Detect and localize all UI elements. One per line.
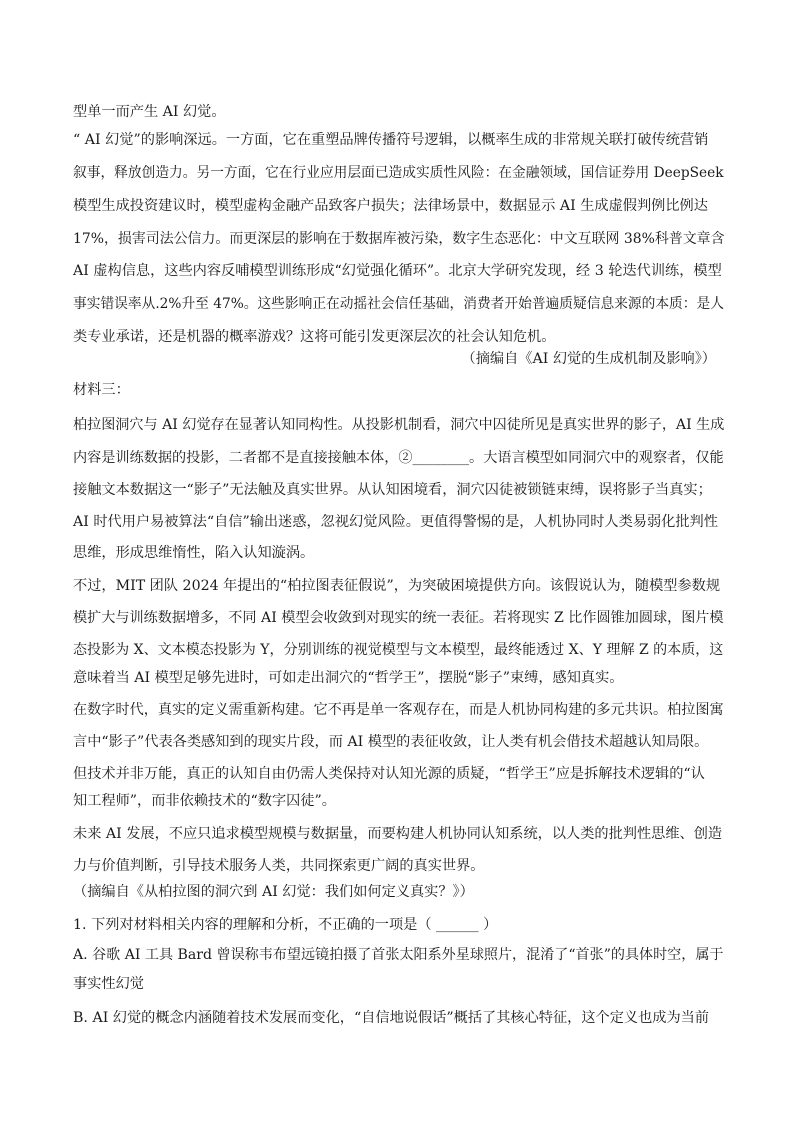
text-line: 不过，MIT 团队 2024 年提出的“柏拉图表征假说”，为突破困境提供方向。该假说认为，随模型参数规 <box>73 578 721 594</box>
text-line: 柏拉图洞穴与 AI 幻觉存在显著认知同构性。从投影机制看，洞穴中囚徒所见是真实世界的影子，AI 生成 <box>73 417 725 433</box>
text-line: 类专业承诺，还是机器的概率游戏？这将可能引发更深层次的社会认知危机。 <box>73 329 556 345</box>
text-line: 但技术并非万能，真正的认知自由仍需人类保持对认知光源的质疑，“哲学王”应是拆解技术逻辑的“认 <box>73 766 705 782</box>
text-line: 未来 AI 发展，不应只追求模型规模与数据量，而要构建人机协同认知系统，以人类的批判性思维、创造 <box>73 826 723 842</box>
text-line: 意味着当 AI 模型足够先进时，可如走出洞穴的“哲学王”，摆脱“影子”束缚，感知真实。 <box>73 670 624 686</box>
text-line: AI 虚构信息，这些内容反哺模型训练形成“幻觉强化循环”。北京大学研究发现，经 3 轮迭代训练，模型 <box>73 263 722 279</box>
source-citation: （摘编自《AI 幻觉的生成机制及影响》） <box>461 351 716 367</box>
source-citation: （摘编自《从柏拉图的洞穴到 AI 幻觉：我们如何定义真实？》） <box>73 884 474 900</box>
text-line: 言中“影子”代表各类感知到的现实片段，而 AI 模型的表征收敛，让人类有机会借技术超越认知局限。 <box>73 734 709 750</box>
text-line: 态投影为 X、文本模态投影为 Y，分别训练的视觉模型与文本模型，最终能透过 X、Y 理解 Z 的本质，这 <box>73 642 724 658</box>
text-line: 力与价值判断，引导技术服务人类，共同探索更广阔的真实世界。 <box>73 858 485 874</box>
text-line: 在数字时代，真实的定义需重新构建。它不再是单一客观存在，而是人机协同构建的多元共识。柏拉图寓 <box>73 702 724 718</box>
text-line: 内容是训练数据的投影，二者都不是直接接触本体，②________。大语言模型如同洞穴中的观察者，仅能 <box>73 450 724 466</box>
option-b: B. AI 幻觉的概念内涵随着技术发展而变化，“自信地说假话”概括了其核心特征，这个定义也成为当前 <box>73 1010 710 1026</box>
option-a-continued: 事实性幻觉 <box>73 976 144 992</box>
text-line: “ AI 幻觉”的影响深远。一方面，它在重塑品牌传播符号逻辑，以概率生成的非常规关联打破传统营销 <box>73 132 709 148</box>
text-line: 接触文本数据这一“影子”无法触及真实世界。从认知困境看，洞穴囚徒被锁链束缚，误将影子当真实； <box>73 482 712 498</box>
text-line: 知工程师”，而非依赖技术的“数字囚徒”。 <box>73 793 336 809</box>
text-line: 模型生成投资建议时，模型虚构金融产品致客户损失；法律场景中，数据显示 AI 生成虚假判例比例达 <box>73 198 708 214</box>
text-line: 思维，形成思维惰性，陷入认知漩涡。 <box>73 545 315 561</box>
section-heading: 材料三： <box>73 382 130 398</box>
option-a: A. 谷歌 AI 工具 Bard 曾误称韦布望远镜拍摄了首张太阳系外星球照片，混淆了“首张”的具体时空，属于 <box>73 947 724 963</box>
text-line: 事实错误率从.2%升至 47%。这些影响正在动摇社会信任基础，消费者开始普遍质疑信息来源的本质：是人 <box>73 296 724 312</box>
text-line: 型单一而产生 AI 幻觉。 <box>73 104 226 120</box>
text-line: 叙事，释放创造力。另一方面，它在行业应用层面已造成实质性风险：在金融领域，国信证券用 DeepSeek <box>73 165 724 181</box>
text-line: 17%，损害司法公信力。而更深层的影响在于数据库被污染，数字生态恶化：中文互联网 38%科普文章含 <box>73 231 725 247</box>
text-line: 模扩大与训练数据增多，不同 AI 模型会收敛到对现实的统一表征。若将现实 Z 比作圆锥加圆球，图片模 <box>73 610 724 626</box>
text-line: AI 时代用户易被算法“自信”输出迷惑，忽视幻觉风险。更值得警惕的是，人机协同时人类易弱化批判性 <box>73 514 718 530</box>
question-stem: 1. 下列对材料相关内容的理解和分析，不正确的一项是（ ______ ） <box>73 917 498 933</box>
